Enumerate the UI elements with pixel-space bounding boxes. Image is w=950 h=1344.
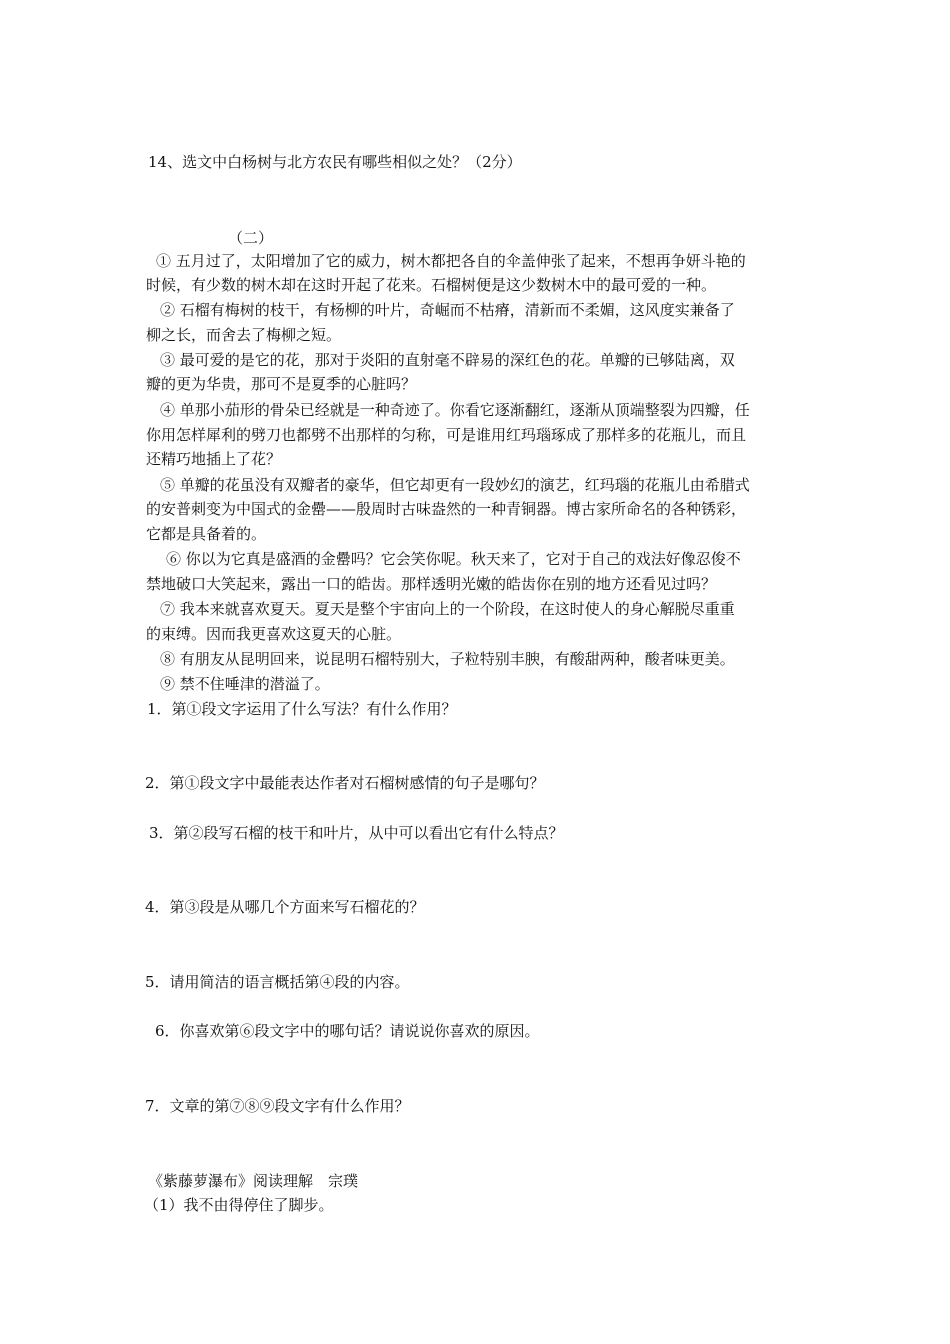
- next-passage-first-line: （1）我不由得停住了脚步。: [144, 1196, 334, 1214]
- section-title: （二）: [228, 229, 274, 247]
- question-2: 2．第①段文字中最能表达作者对石榴树感情的句子是哪句？: [145, 774, 545, 792]
- question-3: 3．第②段写石榴的枝干和叶片，从中可以看出它有什么特点？: [149, 824, 564, 842]
- next-passage-title: 《紫藤萝瀑布》阅读理解 宗璞: [148, 1172, 359, 1190]
- question-5: 5．请用简洁的语言概括第④段的内容。: [145, 973, 410, 991]
- question-14: 14、选文中白杨树与北方农民有哪些相似之处？（2分）: [148, 153, 522, 171]
- passage-line: 的束缚。因而我更喜欢这夏天的心脏。: [146, 625, 402, 643]
- passage-line: ⑧ 有朋友从昆明回来，说昆明石榴特别大，子粒特别丰腴，有酸甜两种，酸者味更美。: [160, 650, 735, 668]
- passage-line: 它都是具备着的。: [146, 525, 267, 543]
- passage-line: 的安普刺变为中国式的金罍——殷周时古味盎然的一种青铜器。博古家所命名的各种锈彩，: [146, 500, 747, 518]
- question-4: 4．第③段是从哪几个方面来写石榴花的？: [145, 898, 425, 916]
- passage-line: ④ 单那小茄形的骨朵已经就是一种奇迹了。你看它逐渐翻红，逐渐从顶端整裂为四瓣，任: [160, 401, 750, 419]
- passage-line: ① 五月过了，太阳增加了它的威力，树木都把各自的伞盖伸张了起来，不想再争妍斗艳的: [156, 252, 746, 270]
- question-1: 1．第①段文字运用了什么写法？有什么作用？: [147, 700, 457, 718]
- question-7: 7．文章的第⑦⑧⑨段文字有什么作用？: [145, 1097, 410, 1115]
- passage-line: 柳之长，而舍去了梅柳之短。: [146, 326, 342, 344]
- question-6: 6．你喜欢第⑥段文字中的哪句话？请说说你喜欢的原因。: [155, 1022, 540, 1040]
- passage-line: 还精巧地插上了花？: [146, 450, 282, 468]
- passage-line: 禁地破口大笑起来，露出一口的皓齿。那样透明光嫩的皓齿你在别的地方还看见过吗？: [146, 575, 717, 593]
- passage-line: ⑤ 单瓣的花虽没有双瓣者的豪华，但它却更有一段妙幻的演艺，红玛瑙的花瓶儿由希腊式: [160, 476, 750, 494]
- passage-line: ③ 最可爱的是它的花，那对于炎阳的直射毫不辟易的深红色的花。单瓣的已够陆离，双: [160, 351, 735, 369]
- passage-line: 你用怎样犀利的劈刀也都劈不出那样的匀称，可是谁用红玛瑙琢成了那样多的花瓶儿，而且: [146, 426, 747, 444]
- passage-line: ⑥ 你以为它真是盛酒的金罍吗？它会笑你呢。秋天来了，它对于自己的戏法好像忍俊不: [166, 550, 741, 568]
- passage-line: ⑦ 我本来就喜欢夏天。夏天是整个宇宙向上的一个阶段，在这时使人的身心解脱尽重重: [160, 600, 735, 618]
- passage-line: 瓣的更为华贵，那可不是夏季的心脏吗？: [146, 375, 417, 393]
- passage-line: ② 石榴有梅树的枝干，有杨柳的叶片，奇崛而不枯瘠，清新而不柔媚，这风度实兼备了: [160, 301, 735, 319]
- passage-line: ⑨ 禁不住唾津的潜溢了。: [160, 675, 330, 693]
- passage-line: 时候，有少数的树木却在这时开起了花来。石榴树便是这少数树木中的最可爱的一种。: [146, 276, 717, 294]
